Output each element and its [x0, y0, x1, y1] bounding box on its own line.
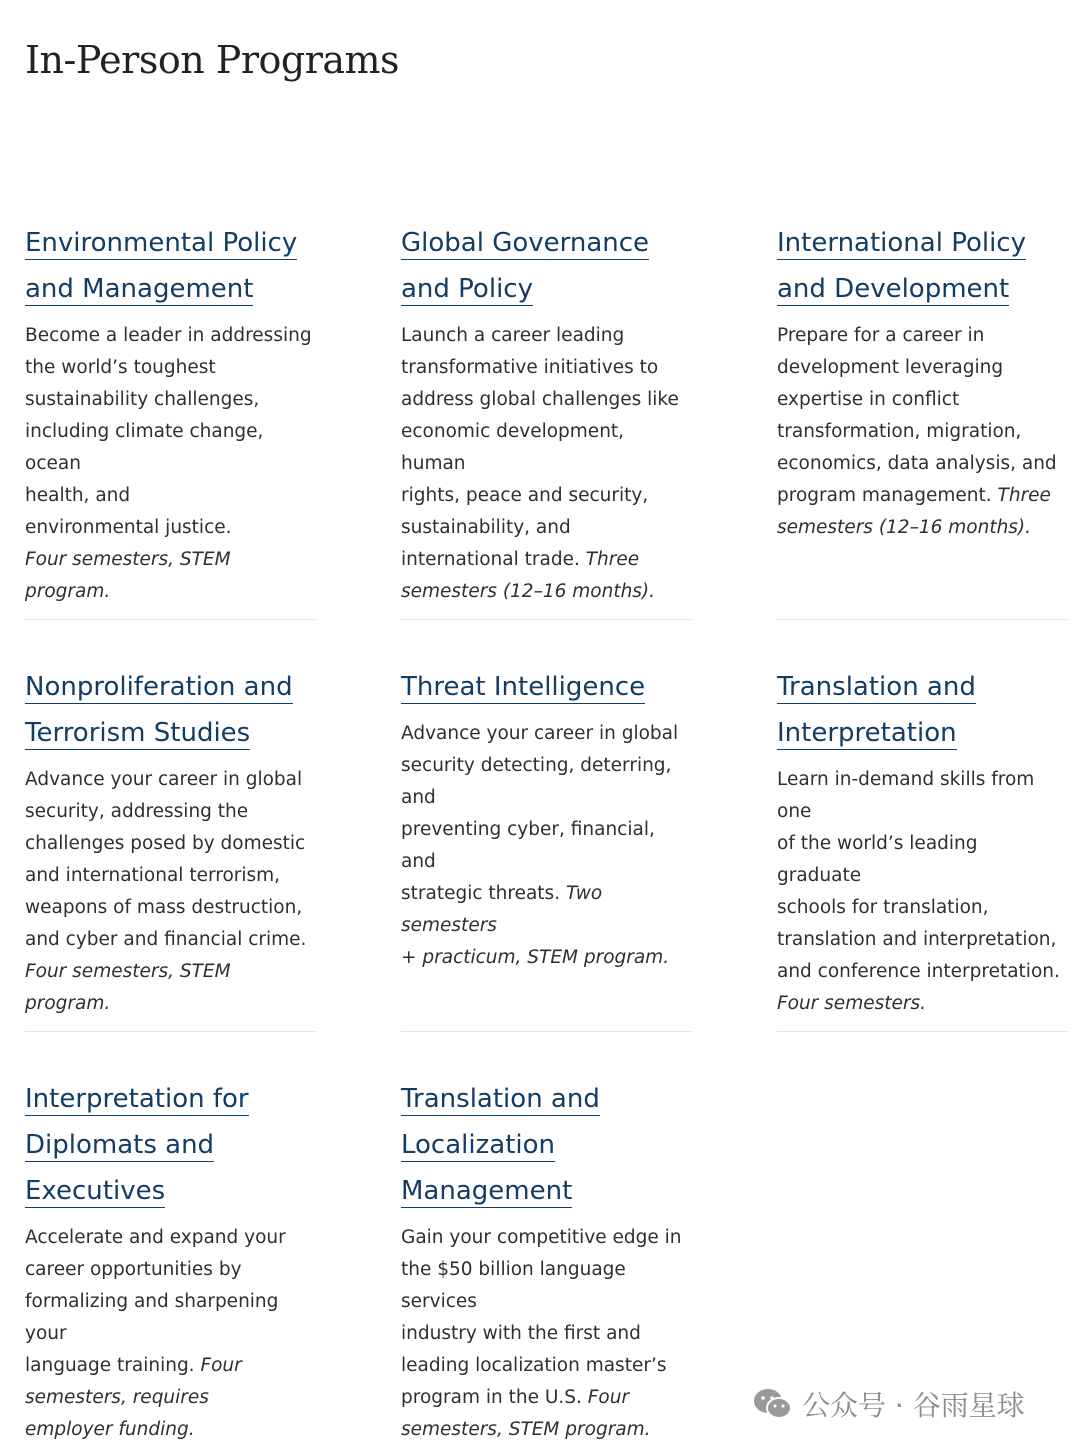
watermark-text: 公众号 · 谷雨星球	[802, 1389, 1025, 1422]
program-duration-note: Three semesters (12–16 months).	[401, 549, 656, 602]
program-link-threat-intelligence[interactable]	[401, 664, 691, 710]
row-divider	[25, 619, 315, 620]
program-duration-note: Four semesters, STEM program.	[25, 961, 231, 1014]
program-title-line: Terrorism Studies	[25, 718, 251, 748]
page-title: In-Person Programs	[25, 38, 400, 82]
program-description	[25, 764, 315, 1020]
program-duration-note: Two semesters + practicum, STEM program.	[401, 883, 670, 968]
program-link-environmental-policy[interactable]	[25, 220, 315, 312]
program-link-translation-interpretation[interactable]	[777, 664, 1067, 756]
program-title-line: and Management	[25, 274, 254, 304]
program-title-line: Threat Intelligence	[401, 672, 646, 702]
row-divider	[777, 619, 1067, 620]
program-link-international-policy[interactable]	[777, 220, 1067, 312]
program-duration-note: Four semesters, STEM program.	[401, 1387, 651, 1440]
program-title-line: Executives	[25, 1176, 166, 1206]
program-card-translation-interpretation	[777, 664, 1067, 1020]
program-title-line: Translation and	[401, 1084, 600, 1114]
wechat-icon	[752, 1387, 794, 1421]
description-text: Prepare for a career in development leveraging expertise in conflict transformation, migration, economics, data analysis, and program management.	[777, 325, 1057, 506]
description-text: Advance your career in global security detecting, deterring, and preventing cyber, financial, and strategic threats.	[401, 723, 679, 904]
program-duration-note: Three semesters (12–16 months).	[777, 485, 1051, 538]
program-description	[777, 764, 1067, 1020]
program-description	[401, 718, 691, 974]
description-text: Advance your career in global security, addressing the challenges posed by domestic and international terrorism, weapons of mass destruction, and cyber and financial crime.	[25, 769, 307, 950]
program-link-interpretation-diplomats[interactable]	[25, 1076, 315, 1214]
program-description	[401, 320, 691, 608]
program-link-nonproliferation[interactable]	[25, 664, 315, 756]
description-text: Launch a career leading transformative initiatives to address global challenges like economic development, human rights, peace and security, sustainability, and international trade.	[401, 325, 679, 570]
description-text: Learn in-demand skills from one of the world’s leading graduate schools for translation, translation and interpretation, and conference interpretation.	[777, 769, 1060, 982]
program-card-environmental-policy	[25, 220, 315, 608]
program-title-line: Management	[401, 1176, 573, 1206]
program-title-line: Localization	[401, 1130, 555, 1160]
program-title-line: Translation and	[777, 672, 976, 702]
program-duration-note: Four semesters, STEM program.	[25, 549, 231, 602]
description-text: Accelerate and expand your career opportunities by formalizing and sharpening your language training.	[25, 1227, 286, 1376]
row-divider	[25, 1031, 315, 1032]
description-text: Gain your competitive edge in the $50 billion language services industry with the first and leading localization master’s program in the U.S.	[401, 1227, 682, 1408]
row-divider	[401, 1031, 691, 1032]
program-card-global-governance	[401, 220, 691, 608]
program-title-line: Diplomats and	[25, 1130, 215, 1160]
program-description	[401, 1222, 691, 1446]
program-link-translation-localization[interactable]	[401, 1076, 691, 1214]
program-card-international-policy	[777, 220, 1067, 544]
description-text: Become a leader in addressing the world’s toughest sustainability challenges, including climate change, ocean health, and environmental justice.	[25, 325, 312, 538]
program-description	[25, 320, 315, 608]
row-divider	[401, 619, 691, 620]
program-title-line: Environmental Policy	[25, 228, 298, 258]
program-card-interpretation-diplomats	[25, 1076, 315, 1446]
program-title-line: and Policy	[401, 274, 533, 304]
program-description	[25, 1222, 315, 1446]
program-title-line: International Policy	[777, 228, 1026, 258]
watermark	[752, 1384, 1025, 1424]
program-title-line: and Development	[777, 274, 1010, 304]
row-divider	[777, 1031, 1067, 1032]
program-title-line: Global Governance	[401, 228, 650, 258]
program-title-line: Interpretation for	[25, 1084, 249, 1114]
program-duration-note: Four semesters.	[777, 993, 926, 1014]
program-duration-note: Four semesters, requires employer funding.	[25, 1355, 242, 1440]
program-description	[777, 320, 1067, 544]
program-link-global-governance[interactable]	[401, 220, 691, 312]
program-card-threat-intelligence	[401, 664, 691, 974]
program-title-line: Nonproliferation and	[25, 672, 293, 702]
program-title-line: Interpretation	[777, 718, 957, 748]
program-card-translation-localization	[401, 1076, 691, 1446]
program-card-nonproliferation	[25, 664, 315, 1020]
